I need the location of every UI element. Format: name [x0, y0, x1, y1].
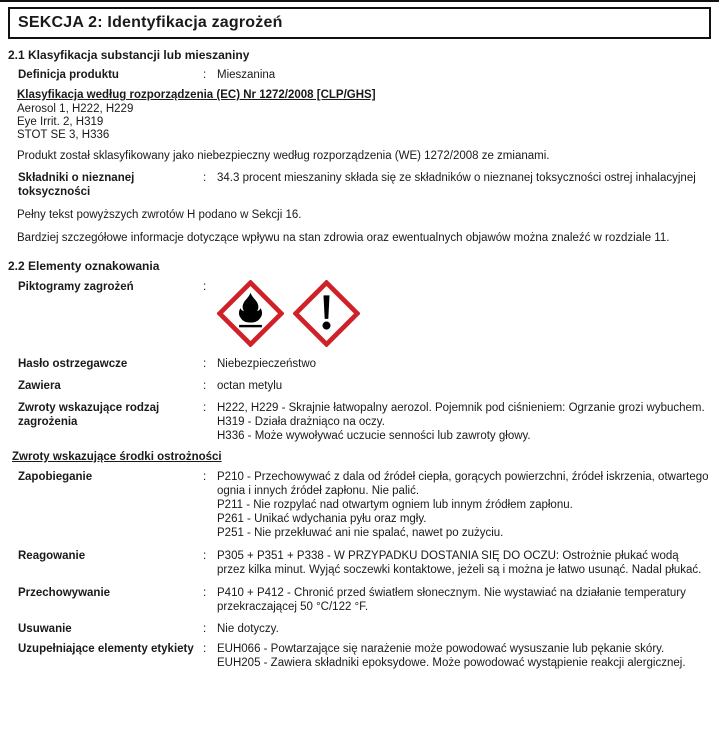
hazard-statements-label: Zwroty wskazujące rodzaj zagrożenia: [18, 402, 160, 428]
colon: :: [203, 172, 207, 184]
product-definition-row: [18, 68, 709, 82]
storage-row: [18, 586, 709, 614]
signal-word-value: Niebezpieczeństwo: [217, 358, 317, 370]
pictograms-row: [18, 280, 709, 347]
top-rule: [0, 0, 719, 2]
contains-row: [18, 379, 709, 393]
colon: :: [203, 550, 207, 562]
signal-word-row: [18, 357, 709, 371]
colon: :: [203, 402, 207, 414]
unknown-toxicity-row: [18, 171, 709, 199]
colon: :: [203, 380, 207, 392]
hazard-statement-line: H222, H229 - Skrajnie łatwopalny aerozol. Pojemnik pod ciśnieniem: Ogrzanie grozi wybuchem.: [217, 402, 705, 414]
storage-label: Przechowywanie: [18, 587, 111, 599]
colon: :: [203, 471, 207, 483]
unknown-toxicity-value: 34.3 procent mieszaniny składa się ze składników o nieznanej toksyczności ostrej inhalacyjnej: [217, 172, 696, 184]
storage-line: P410 + P412 - Chronić przed światłem słonecznym. Nie wystawiać na działanie temperatury przekraczającej 50 °C/122 °F.: [217, 587, 686, 613]
signal-word-label: Hasło ostrzegawcze: [18, 358, 128, 370]
h-phrases-note: Pełny tekst powyższych zwrotów H podano w Sekcji 16.: [17, 209, 302, 221]
product-definition-value: Mieszanina: [217, 69, 276, 81]
prevention-line: P251 - Nie przekłuwać ani nie spalać, nawet po zużyciu.: [217, 527, 504, 539]
colon: :: [203, 643, 207, 655]
hazard-statements-row: [18, 401, 709, 443]
disposal-row: [18, 622, 709, 636]
colon: :: [203, 623, 207, 635]
supplemental-line: EUH205 - Zawiera składniki epoksydowe. Może powodować wystąpienie reakcji alergicznej.: [217, 657, 686, 669]
classified-note: Produkt został sklasyfikowany jako niebezpieczny według rozporządzenia (WE) 1272/2008 ze zmianami.: [17, 150, 550, 162]
contains-value: octan metylu: [217, 380, 283, 392]
hazard-statement-line: H319 - Działa drażniąco na oczy.: [217, 416, 385, 428]
response-line: P305 + P351 + P338 - W PRZYPADKU DOSTANIA SIĘ DO OCZU: Ostrożnie płukać wodą przez kilka minut. Wyjąć soczewki kontaktowe, jeżeli są i można je łatwo usunąć. Nadal płukać.: [217, 550, 702, 576]
supplemental-label: Uzupełniające elementy etykiety: [18, 643, 194, 655]
classification-line: STOT SE 3, H336: [17, 129, 110, 141]
supplemental-row: [18, 642, 709, 670]
disposal-label: Usuwanie: [18, 623, 72, 635]
supplemental-line: EUH066 - Powtarzające się narażenie może powodować wysuszanie lub pękanie skóry.: [217, 643, 665, 655]
disposal-line: Nie dotyczy.: [217, 623, 279, 635]
colon: :: [203, 587, 207, 599]
prevention-label: Zapobieganie: [18, 471, 93, 483]
hazard-pictograms: [217, 280, 709, 347]
page-title: SEKCJA 2: Identyfikacja zagrożeń: [18, 14, 283, 31]
colon: :: [203, 69, 207, 81]
classification-line: Aerosol 1, H222, H229: [17, 103, 134, 115]
unknown-toxicity-label: Składniki o nieznanej toksyczności: [18, 172, 135, 198]
prevention-line: P210 - Przechowywać z dala od źródeł ciepła, gorących powierzchni, źródeł iskrzenia, otwartego ognia i innych źródeł zapłonu. Nie palić.: [217, 471, 709, 497]
classification-lines: [17, 103, 709, 142]
prevention-line: P211 - Nie rozpylać nad otwartym ogniem lub innym źródłem zapłonu.: [217, 499, 573, 511]
section-header-box: [8, 7, 711, 39]
prevention-line: P261 - Unikać wdychania pyłu oraz mgły.: [217, 513, 427, 525]
pictograms-label: Piktogramy zagrożeń: [18, 281, 134, 293]
health-info-note: Bardziej szczegółowe informacje dotyczące wpływu na stan zdrowia oraz ewentualnych objawów można znaleźć w rozdziale 11.: [17, 232, 670, 244]
response-label: Reagowanie: [18, 550, 86, 562]
colon: :: [203, 358, 207, 370]
prevention-row: [18, 470, 709, 540]
response-row: [18, 549, 709, 577]
colon: :: [203, 281, 207, 293]
exclamation-icon: [293, 280, 360, 347]
heading-2-2: 2.2 Elementy oznakowania: [8, 259, 160, 273]
product-definition-label: Definicja produktu: [18, 69, 119, 81]
flame-icon: [217, 280, 284, 347]
contains-label: Zawiera: [18, 380, 61, 392]
hazard-statement-line: H336 - Może wywoływać uczucie senności lub zawroty głowy.: [217, 430, 531, 442]
classification-heading: Klasyfikacja według rozporządzenia (EC) Nr 1272/2008 [CLP/GHS]: [17, 89, 376, 101]
precautionary-heading: Zwroty wskazujące środki ostrożności: [12, 451, 222, 463]
heading-2-1: 2.1 Klasyfikacja substancji lub mieszaniny: [8, 48, 250, 62]
classification-line: Eye Irrit. 2, H319: [17, 116, 104, 128]
